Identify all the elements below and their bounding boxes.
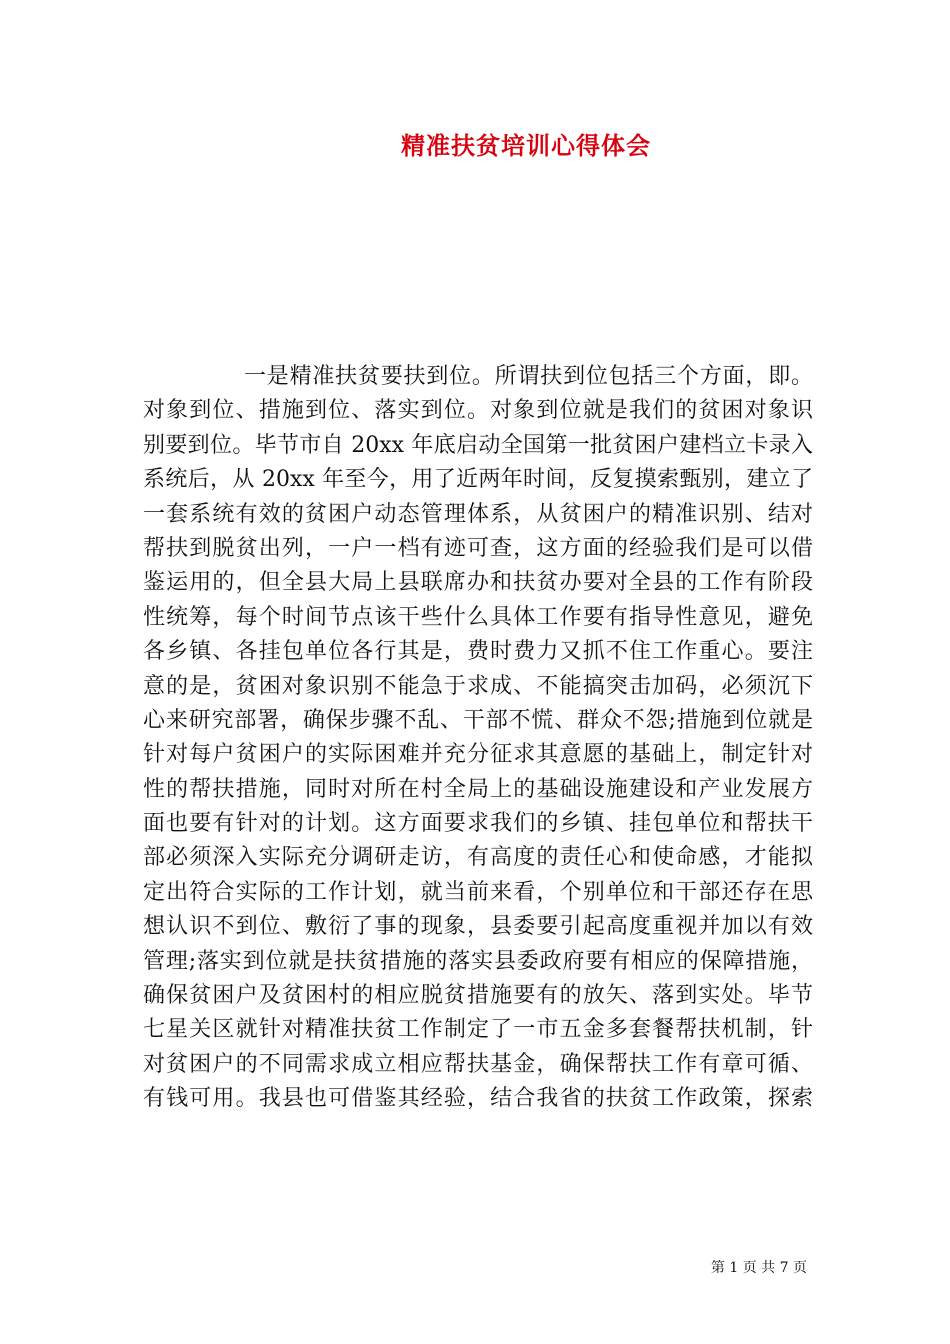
body-line: 一是精准扶贫要扶到位。所谓扶到位包括三个方面，即。 bbox=[244, 364, 813, 389]
body-line: 七星关区就针对精准扶贫工作制定了一市五金多套餐帮扶机制，针 bbox=[143, 1017, 813, 1043]
body-line: 鉴运用的，但全县大局上县联席办和扶贫办要对全县的工作有阶段 bbox=[143, 570, 813, 596]
body-line: 针对每户贫困户的实际困难并充分征求其意愿的基础上，制定针对 bbox=[143, 742, 813, 768]
body-line: 一套系统有效的贫困户动态管理体系，从贫困户的精准识别、结对 bbox=[143, 501, 813, 527]
body-line: 性统筹，每个时间节点该干些什么具体工作要有指导性意见，避免 bbox=[143, 604, 813, 630]
body-line: 管理;落实到位就是扶贫措施的落实县委政府要有相应的保障措施， bbox=[143, 948, 813, 974]
body-line: 面也要有针对的计划。这方面要求我们的乡镇、挂包单位和帮扶干 bbox=[143, 811, 813, 837]
body-line: 意的是，贫困对象识别不能急于求成、不能搞突击加码，必须沉下 bbox=[143, 673, 813, 699]
body-line: 确保贫困户及贫困村的相应脱贫措施要有的放矢、落到实处。毕节 bbox=[143, 983, 813, 1009]
body-line: 性的帮扶措施，同时对所在村全局上的基础设施建设和产业发展方 bbox=[143, 776, 813, 802]
body-line: 有钱可用。我县也可借鉴其经验，结合我省的扶贫工作政策，探索 bbox=[143, 1086, 813, 1112]
body-line: 帮扶到脱贫出列，一户一档有迹可查，这方面的经验我们是可以借 bbox=[143, 535, 813, 561]
document-body bbox=[143, 360, 813, 1117]
body-line: 对贫困户的不同需求成立相应帮扶基金，确保帮扶工作有章可循、 bbox=[143, 1051, 813, 1077]
body-line: 想认识不到位、敷衍了事的现象，县委要引起高度重视并加以有效 bbox=[143, 914, 813, 940]
body-line: 系统后，从 20xx 年至今，用了近两年时间，反复摸索甄别，建立了 bbox=[143, 467, 813, 493]
body-line: 心来研究部署，确保步骤不乱、干部不慌、群众不怨;措施到位就是 bbox=[143, 707, 813, 733]
body-line: 别要到位。毕节市自 20xx 年底启动全国第一批贫困户建档立卡录入 bbox=[143, 432, 813, 458]
body-line: 对象到位、措施到位、落实到位。对象到位就是我们的贫困对象识 bbox=[143, 398, 813, 424]
body-line: 定出符合实际的工作计划，就当前来看，个别单位和干部还存在思 bbox=[143, 879, 813, 905]
body-line: 各乡镇、各挂包单位各行其是，费时费力又抓不住工作重心。要注 bbox=[143, 639, 813, 665]
page-number-footer: 第 1 页 共 7 页 bbox=[710, 1260, 807, 1276]
body-line: 部必须深入实际充分调研走访，有高度的责任心和使命感，才能拟 bbox=[143, 845, 813, 871]
page-title: 精准扶贫培训心得体会 bbox=[401, 131, 651, 160]
